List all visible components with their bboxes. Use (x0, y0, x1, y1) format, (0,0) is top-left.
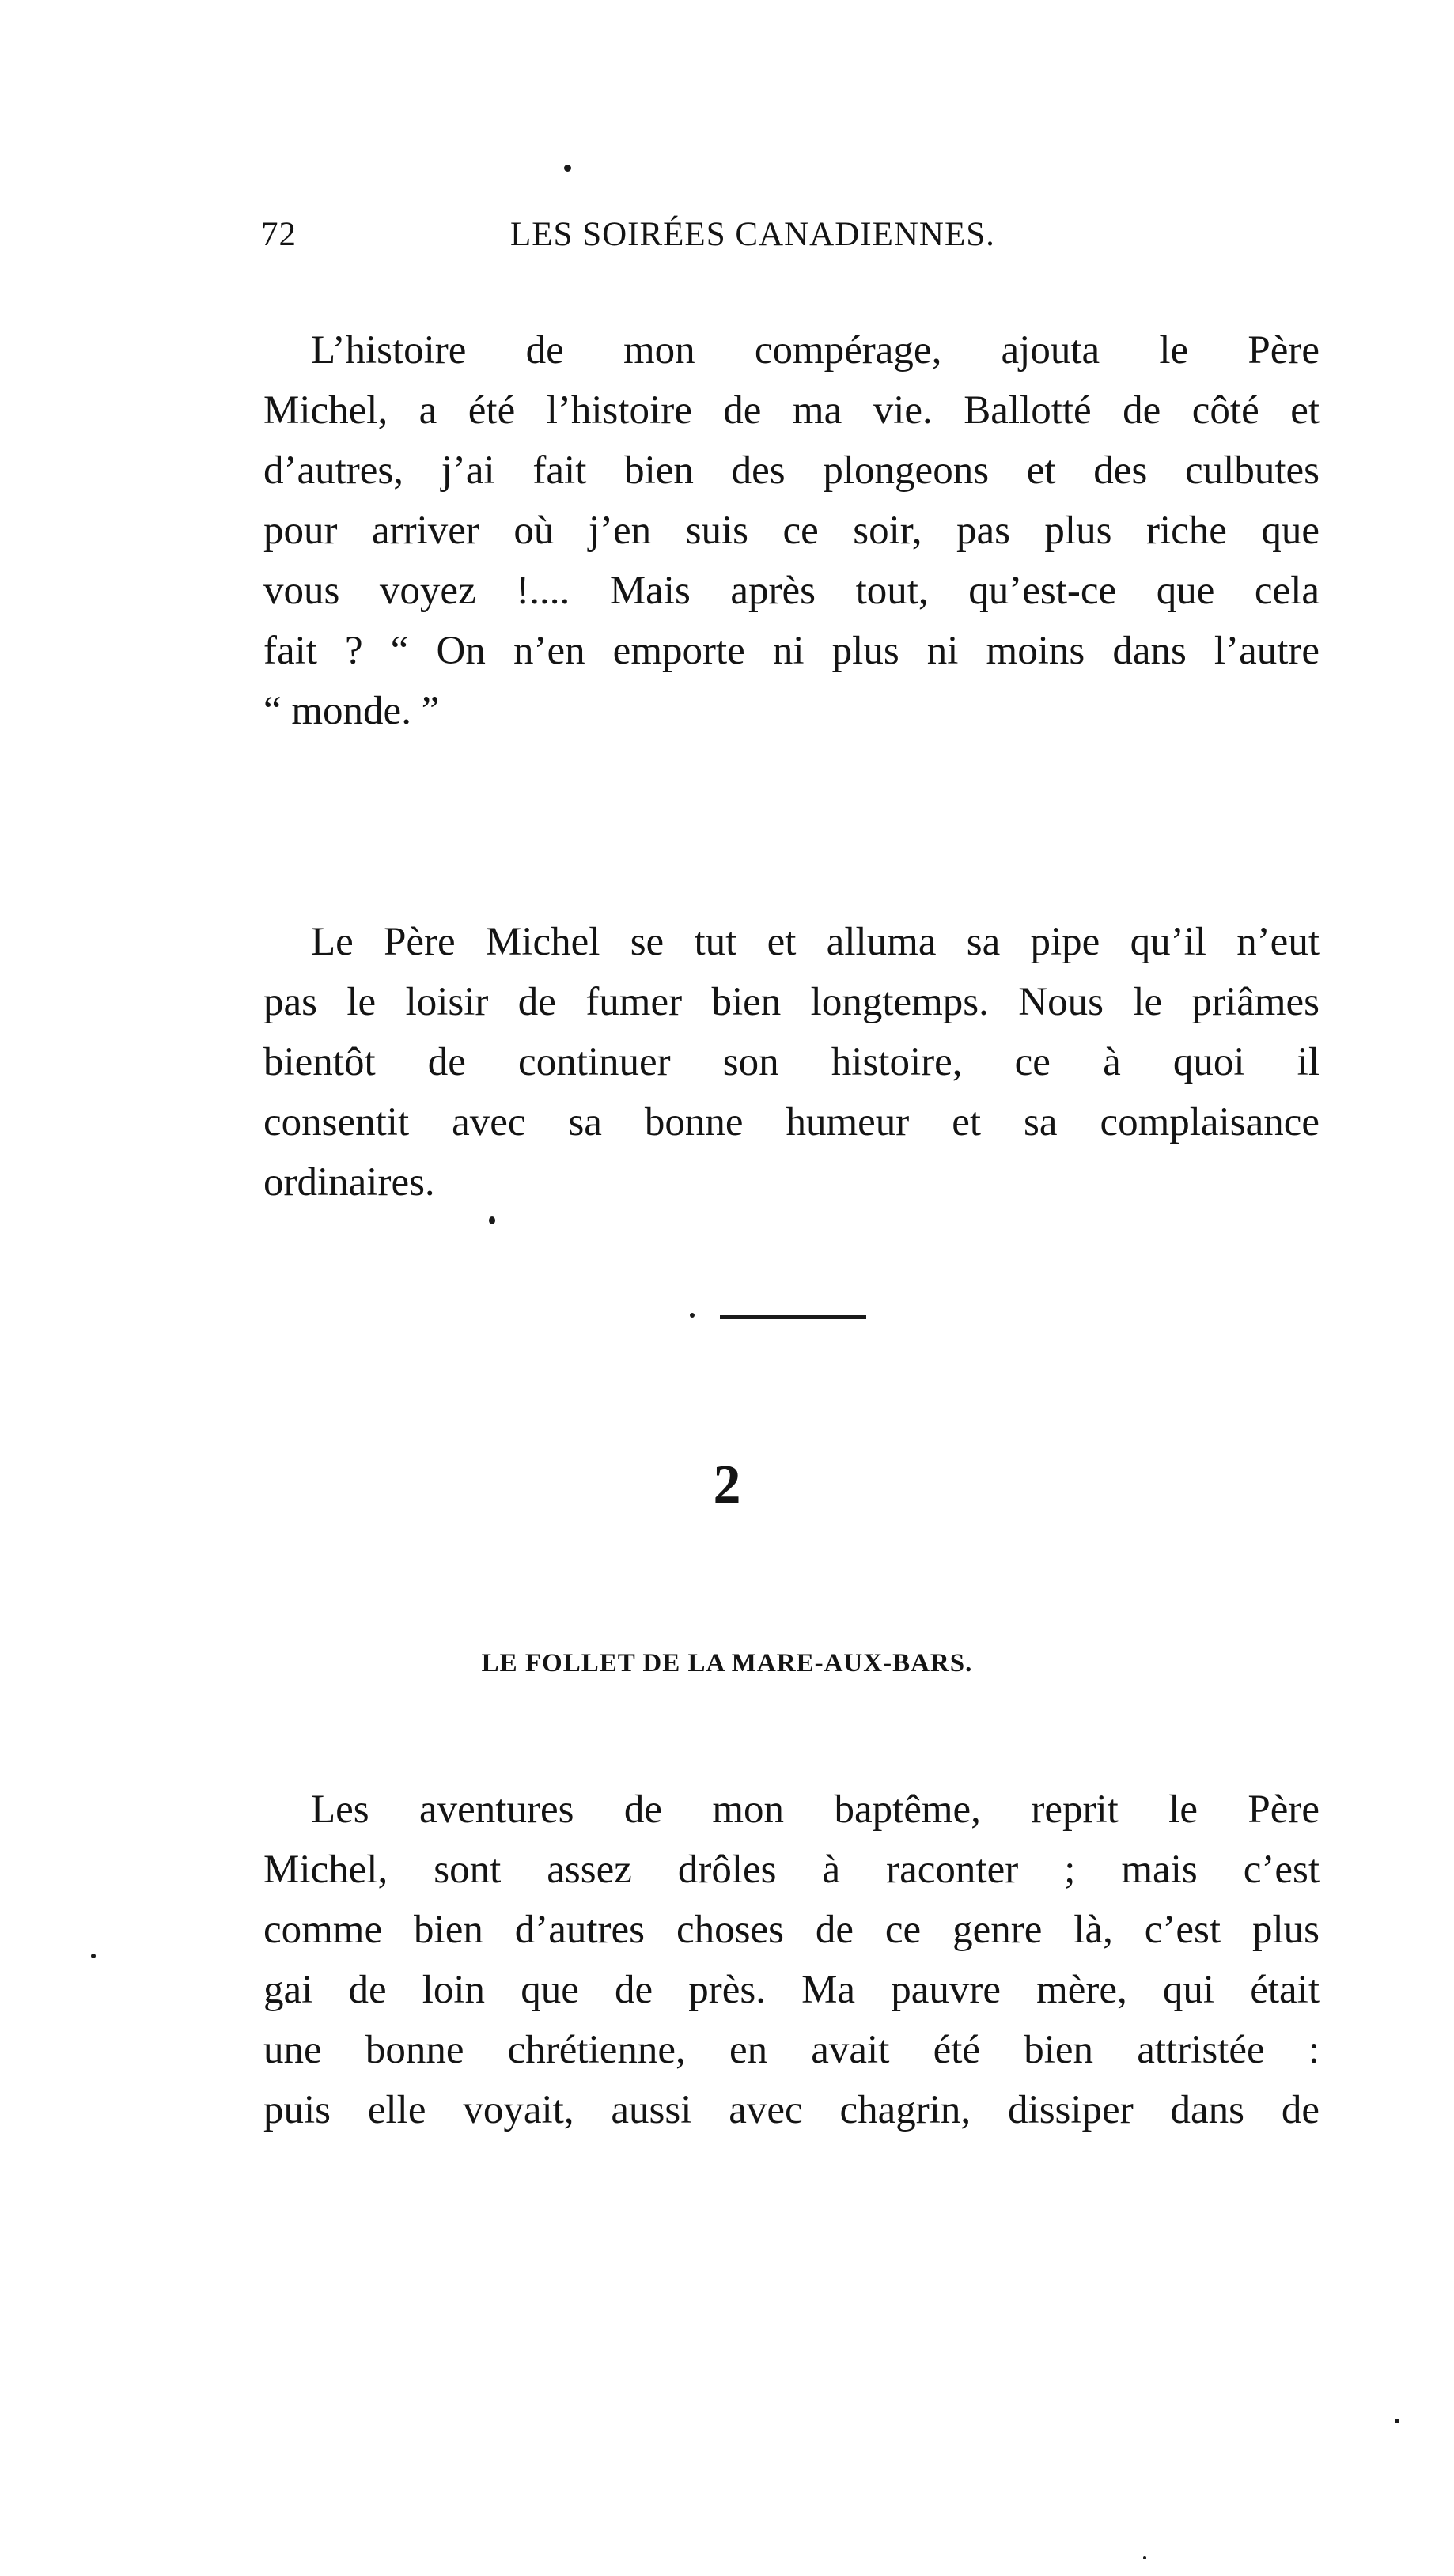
page-number: 72 (261, 216, 297, 253)
chapter-number: 2 (713, 1454, 741, 1515)
text-line: pour arriver où j’en suis ce soir, pas plus riche que (263, 509, 1320, 553)
paragraph-2 (263, 912, 1320, 1212)
paragraph-3 (263, 1780, 1320, 2140)
ink-speck (564, 165, 571, 172)
ink-speck (1143, 2556, 1146, 2559)
running-head (261, 215, 1072, 263)
text-line: consentit avec sa bonne humeur et sa complaisance (263, 1100, 1320, 1144)
text-line: “ monde. ” (263, 689, 440, 733)
text-line: Les aventures de mon baptême, reprit le Père (311, 1787, 1320, 1832)
paragraph-1 (263, 320, 1320, 741)
text-line: d’autres, j’ai fait bien des plongeons et des culbutes (263, 448, 1320, 493)
text-line: gai de loin que de près. Ma pauvre mère, qui était (263, 1968, 1320, 2012)
text-line: pas le loisir de fumer bien longtemps. Nous le priâmes (263, 980, 1320, 1024)
ink-speck (91, 1954, 96, 1958)
ink-speck (1395, 2419, 1399, 2423)
text-line: puis elle voyait, aussi avec chagrin, dissiper dans de (263, 2088, 1320, 2132)
text-line: Michel, sont assez drôles à raconter ; mais c’est (263, 1848, 1320, 1892)
text-line: bientôt de continuer son histoire, ce à quoi il (263, 1040, 1320, 1084)
text-line: ordinaires. (263, 1160, 435, 1205)
running-title: LES SOIRÉES CANADIENNES. (510, 216, 995, 253)
section-divider (720, 1315, 866, 1319)
text-line: une bonne chrétienne, en avait été bien attristée : (263, 2028, 1320, 2072)
text-line: comme bien d’autres choses de ce genre là, c’est plus (263, 1908, 1320, 1952)
text-line: Michel, a été l’histoire de ma vie. Ballotté de côté et (263, 388, 1320, 433)
ink-speck (489, 1216, 495, 1224)
text-line: L’histoire de mon compérage, ajouta le Père (311, 328, 1320, 373)
text-line: Le Père Michel se tut et alluma sa pipe qu’il n’eut (311, 920, 1320, 964)
text-line: vous voyez !.... Mais après tout, qu’est-ce que cela (263, 569, 1320, 613)
ink-speck (690, 1313, 695, 1318)
text-line: fait ? “ On n’en emporte ni plus ni moins dans l’autre (263, 629, 1320, 673)
chapter-title: LE FOLLET DE LA MARE-AUX-BARS. (481, 1649, 973, 1678)
